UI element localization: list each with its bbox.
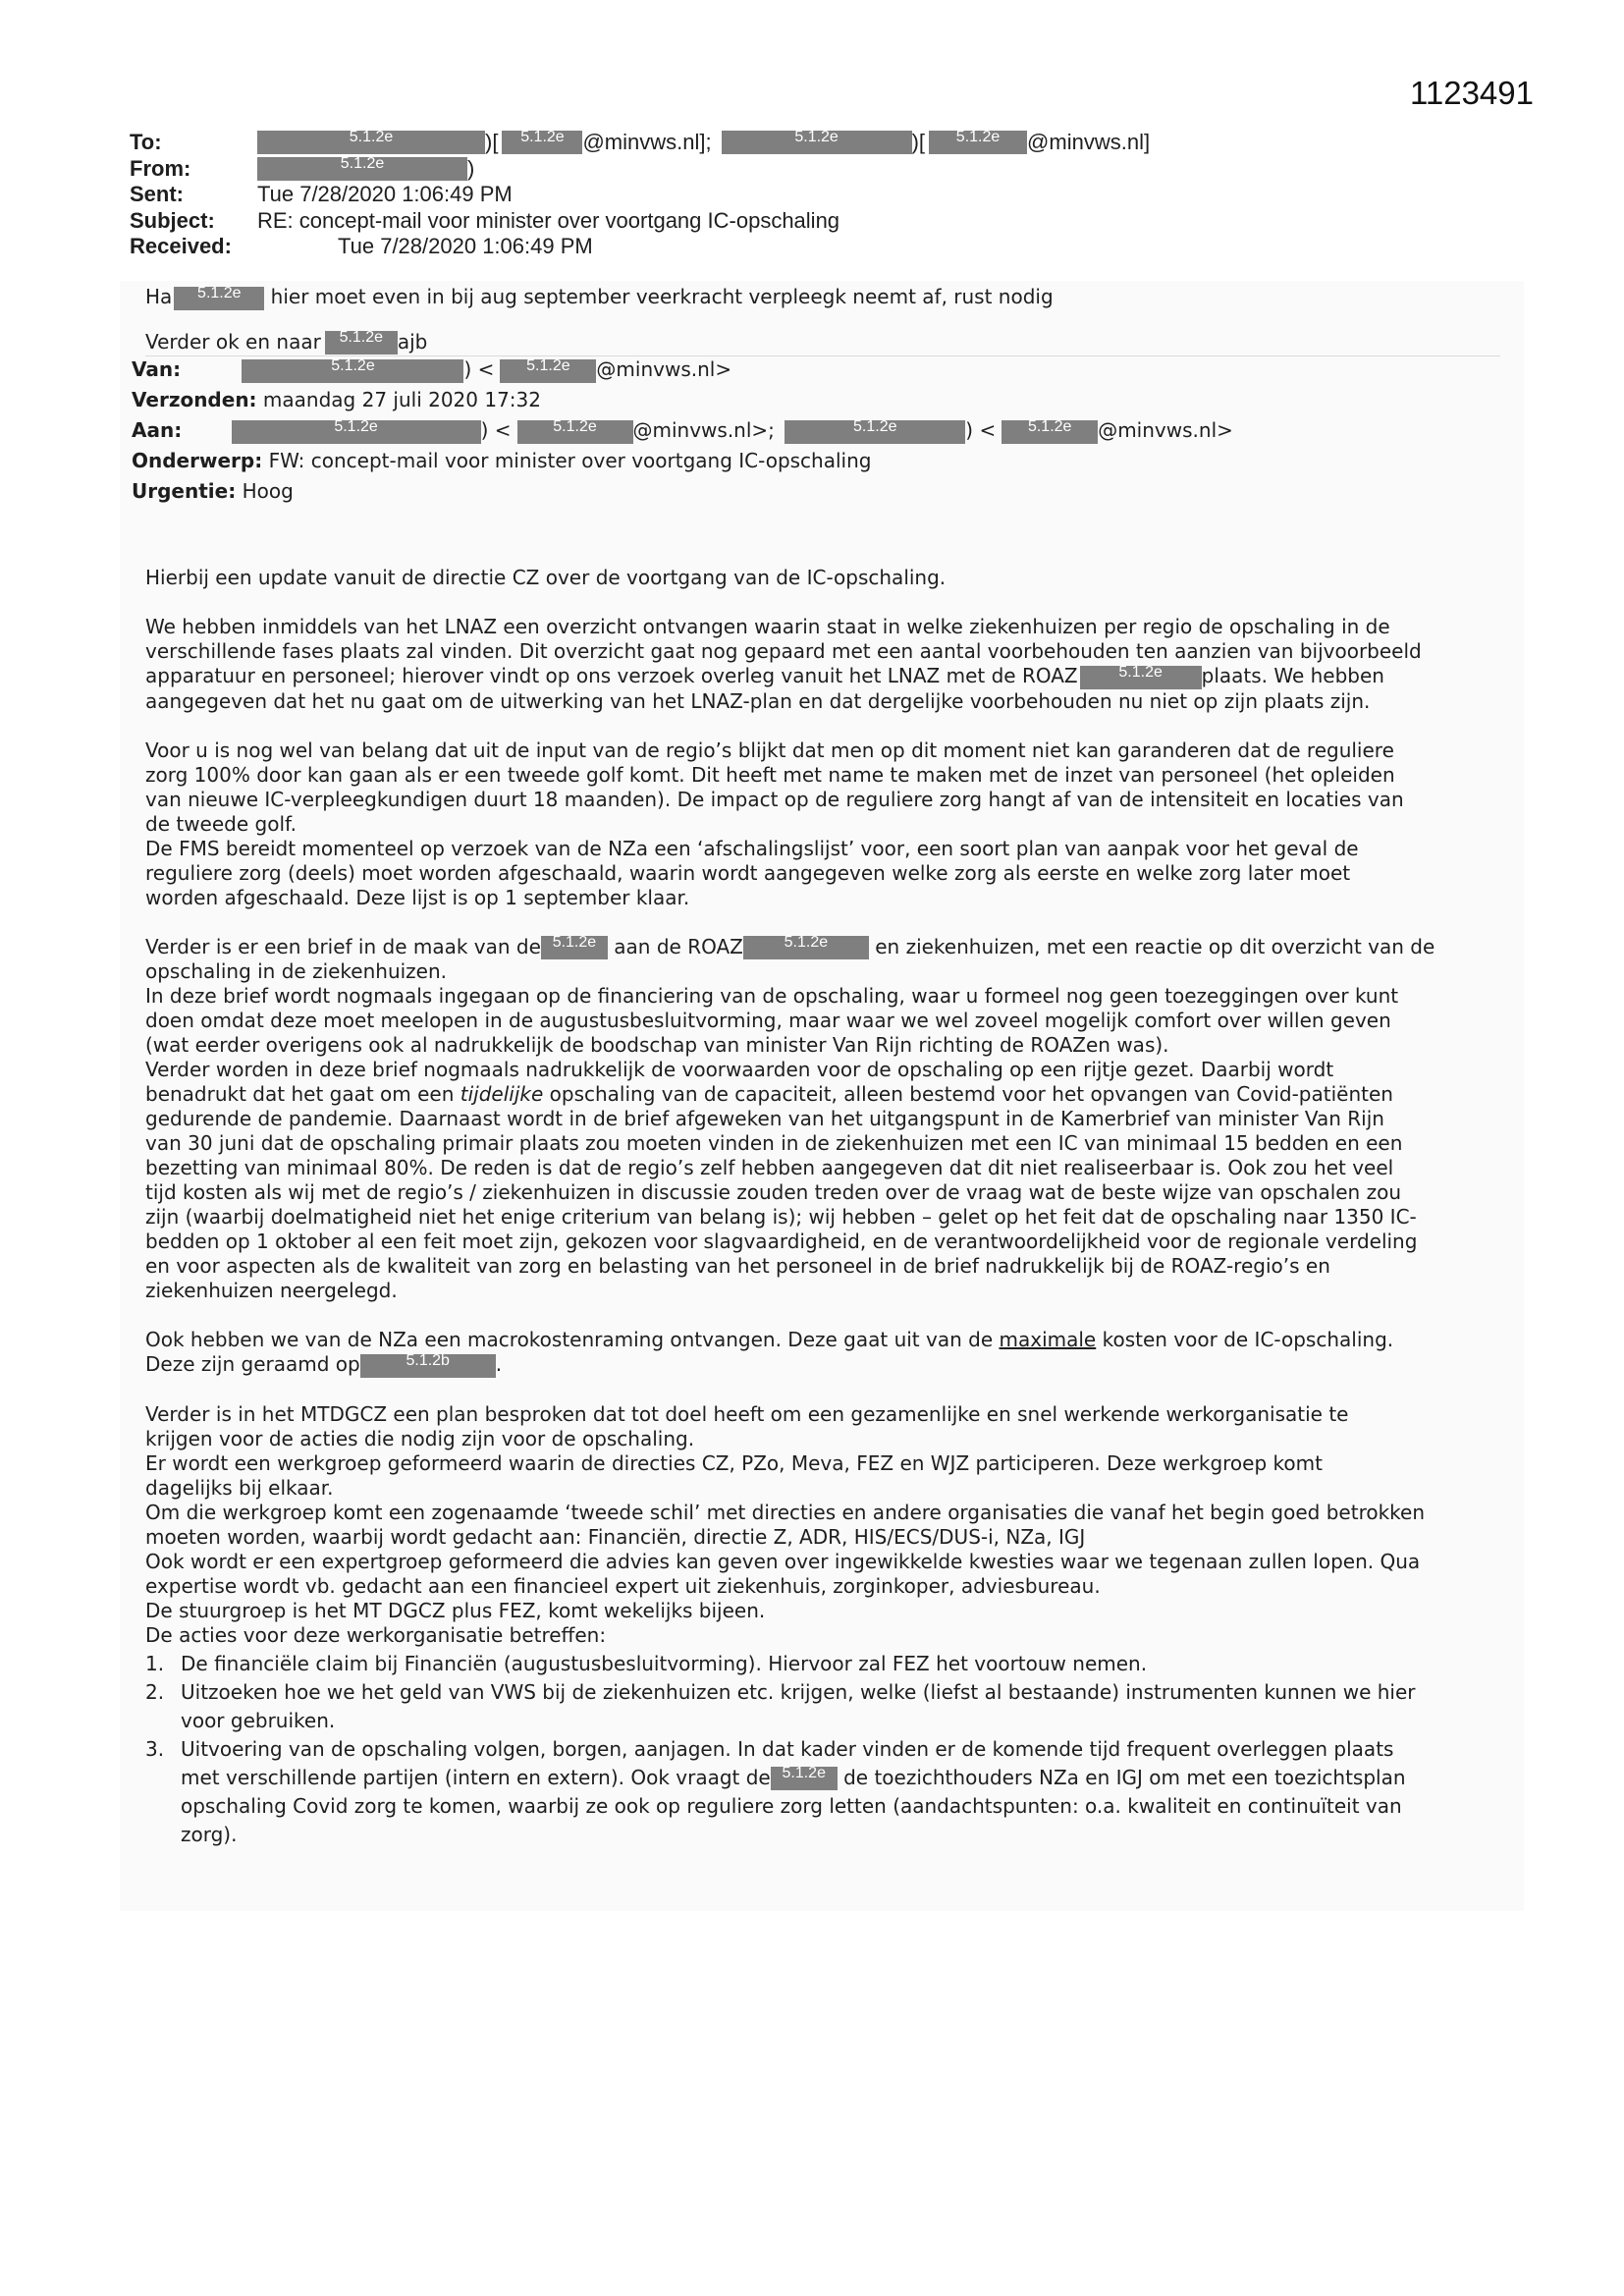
text-line: (wat eerder overigens ook al nadrukkelijk de boodschap van minister Van Rijn richting de ROAZen was).	[145, 1033, 1169, 1057]
van-row	[132, 355, 1500, 385]
redaction-box: 5.1.2e	[541, 936, 608, 959]
email-domain: @minvws.nl]	[1027, 130, 1151, 154]
bracket-text: )	[467, 155, 475, 181]
van-separator: ) <	[463, 357, 495, 381]
redaction-box: 5.1.2e	[232, 420, 481, 444]
list-number: 1.	[145, 1651, 165, 1675]
list-item-text: De financiële claim bij Financiën (augustusbesluitvorming). Hiervoor zal FEZ het voortouw nemen.	[181, 1651, 1148, 1675]
redaction-box: 5.1.2e	[242, 359, 463, 383]
reply-text: ajb	[397, 329, 428, 354]
urgentie-label: Urgentie:	[132, 479, 237, 503]
text-line: apparatuur en personeel; hierover vindt op ons verzoek overleg vanuit het LNAZ met de ROAZ 5.1.2e plaats. We hebben	[145, 663, 1384, 687]
redaction-box: 5.1.2e	[1080, 666, 1202, 689]
from-label: From:	[130, 155, 191, 181]
redaction-box: 5.1.2e	[257, 157, 467, 181]
text-line: Voor u is nog wel van belang dat uit de input van de regio’s blijkt dat men op dit moment niet kan garanderen dat de reguliere	[145, 738, 1394, 762]
paragraph-kosten	[145, 1328, 1500, 1378]
text-line: ziekenhuizen neergelegd.	[145, 1279, 398, 1302]
paragraph-werkorganisatie	[145, 1402, 1500, 1648]
redaction-box: 5.1.2e	[517, 420, 633, 444]
text-line: verschillende fases plaats zal vinden. Dit overzicht gaat nog gepaard met een aantal voorbehouden ten aanzien van bijvoorbeeld	[145, 639, 1422, 663]
text-line: aangegeven dat het nu gaat om de uitwerking van het LNAZ-plan en dat dergelijke voorbehouden nu niet op zijn plaats zijn.	[145, 688, 1371, 713]
text-line: opschaling in de ziekenhuizen.	[145, 959, 448, 983]
redaction-box: 5.1.2e	[502, 131, 582, 154]
list-number: 3.	[145, 1736, 165, 1761]
text-line: en voor aspecten als de kwaliteit van zorg en belasting van het personeel in de brief nadrukkelijk bij de ROAZ-regio’s en	[145, 1254, 1330, 1278]
redaction-box: 5.1.2e	[785, 420, 965, 444]
text-line: expertise wordt vb. gedacht aan een financieel expert uit ziekenhuis, zorginkoper, adviesbureau.	[145, 1573, 1101, 1598]
onderwerp-label: Onderwerp:	[132, 449, 263, 472]
reply-line-1	[145, 285, 1500, 310]
aan-separator: ) <	[965, 418, 997, 442]
actions-list	[145, 1650, 1500, 1849]
email-domain: @minvws.nl];	[582, 130, 712, 154]
text-line: De FMS bereidt momenteel op verzoek van de NZa een ‘afschalingslijst’ voor, een soort plan van aanpak voor het geval de	[145, 836, 1359, 860]
aan-email-domain: @minvws.nl>	[1098, 418, 1233, 442]
van-label: Van:	[132, 357, 182, 381]
redaction-box: 5.1.2e	[325, 331, 398, 355]
bracket-text: )[	[911, 130, 926, 154]
reply-line-2	[145, 330, 1500, 355]
text-line: Hierbij een update vanuit de directie CZ over de voortgang van de IC-opschaling.	[145, 566, 947, 589]
onderwerp-row	[132, 446, 1500, 476]
onderwerp-value: FW: concept-mail voor minister over voortgang IC-opschaling	[268, 449, 872, 472]
subject-row	[130, 208, 1504, 235]
text-line: de tweede golf.	[145, 811, 297, 836]
sent-row	[130, 182, 1504, 208]
text-line: In deze brief wordt nogmaals ingegaan op de financiering van de opschaling, waar u formeel nog geen toezeggingen over kunt	[145, 984, 1399, 1008]
verzonden-value: maandag 27 juli 2020 17:32	[262, 388, 541, 411]
list-number: 2.	[145, 1679, 165, 1704]
list-item-text: Uitzoeken hoe we het geld van VWS bij de ziekenhuizen etc. krijgen, welke (liefst al bestaande) instrumenten kunnen we hier voor gebruiken.	[181, 1679, 1416, 1732]
text-line: Verder is er een brief in de maak van de 5.1.2e aan de ROAZ 5.1.2e en ziekenhuizen, met een reactie op dit overzicht van de	[145, 934, 1435, 958]
text-line: reguliere zorg (deels) moet worden afgeschaald, waarin wordt aangegeven welke zorg als eerste en welke zorg later moet	[145, 860, 1351, 885]
paragraph-lnaz	[145, 615, 1500, 714]
received-label: Received:	[130, 234, 232, 258]
forward-header	[132, 355, 1500, 507]
redaction-box: 5.1.2e	[1001, 420, 1098, 444]
paragraph-intro	[145, 566, 1500, 590]
text-line: Verder is in het MTDGCZ een plan besproken dat tot doel heeft om een gezamenlijke en snel werkende werkorganisatie te	[145, 1401, 1349, 1426]
redaction-box: 5.1.2e	[771, 1767, 838, 1790]
list-item	[145, 1650, 1500, 1678]
reply-text: Verder ok en naar	[145, 329, 321, 354]
text-line: krijgen voor de acties die nodig zijn voor de opschaling.	[145, 1426, 695, 1450]
from-row	[130, 156, 1504, 183]
text-line: zorg 100% door kan gaan als er een tweede golf komt. Dit heeft met name te maken met de inzet van personeel (het opleiden	[145, 762, 1395, 787]
redaction-box: 5.1.2e	[722, 131, 912, 154]
redaction-box: 5.1.2e	[743, 936, 869, 959]
text-line: doen omdat deze moet meelopen in de augustusbesluitvorming, maar waar we wel zoveel mogelijk comfort over willen geven	[145, 1009, 1391, 1032]
aan-email-domain: @minvws.nl>;	[632, 418, 775, 442]
to-row	[130, 130, 1504, 156]
received-row	[130, 234, 1504, 260]
list-item	[145, 1735, 1500, 1849]
aan-separator: ) <	[480, 418, 512, 442]
redaction-box: 5.1.2e	[500, 359, 596, 383]
verzonden-row	[132, 385, 1500, 415]
from-value	[242, 156, 474, 183]
text-line: moeten worden, waarbij wordt gedacht aan: Financiën, directie Z, ADR, HIS/ECS/DUS-i, NZa, IGJ	[145, 1524, 1086, 1549]
text-line: tijd kosten als wij met de regio’s / ziekenhuizen in discussie zouden treden over de vraag wat de beste wijze van opschalen zou	[145, 1180, 1402, 1204]
aan-label: Aan:	[132, 418, 183, 442]
redaction-box: 5.1.2e	[174, 287, 264, 310]
text-line: De stuurgroep is het MT DGCZ plus FEZ, komt wekelijks bijeen.	[145, 1598, 766, 1622]
urgentie-row	[132, 476, 1500, 507]
van-email-domain: @minvws.nl>	[596, 357, 732, 381]
sent-label: Sent:	[130, 182, 184, 206]
text-line: gedurende de pandemie. Daarnaast wordt in de brief afgeweken van het uitgangspunt in de Kamerbrief van minister Van Rijn	[145, 1107, 1384, 1130]
text-line: Er wordt een werkgroep geformeerd waarin de directies CZ, PZo, Meva, FEZ en WJZ participeren. Deze werkgroep komt	[145, 1450, 1323, 1475]
text-line: benadrukt dat het gaat om een tijdelijke opschaling van de capaciteit, alleen bestemd voor het opvangen van Covid-patiënten	[145, 1082, 1393, 1106]
text-line: dagelijks bij elkaar.	[145, 1475, 334, 1500]
text-line: Verder worden in deze brief nogmaals nadrukkelijk de voorwaarden voor de opschaling op een rijtje gezet. Daarbij wordt	[145, 1058, 1334, 1081]
redaction-box: 5.1.2b	[360, 1354, 496, 1378]
text-line: Ook hebben we van de NZa een macrokostenraming ontvangen. Deze gaat uit van de maximale kosten voor de IC-opschaling.	[145, 1328, 1394, 1351]
subject-label: Subject:	[130, 207, 215, 233]
subject-value: RE: concept-mail voor minister over voortgang IC-opschaling	[257, 207, 840, 233]
email-header	[130, 130, 1504, 260]
list-item	[145, 1678, 1500, 1735]
to-label: To:	[130, 130, 162, 154]
text-line: worden afgeschaald. Deze lijst is op 1 september klaar.	[145, 885, 690, 909]
verzonden-label: Verzonden:	[132, 388, 257, 411]
received-value: Tue 7/28/2020 1:06:49 PM	[338, 234, 593, 258]
bracket-text: )[	[485, 130, 499, 154]
text-line: zijn (waarbij doelmatigheid niet het enige criterium van belang is); wij hebben – gelet op het feit dat de opschaling naar 1350 IC-	[145, 1205, 1417, 1229]
reply-greeting: Ha	[145, 285, 173, 308]
text-line: We hebben inmiddels van het LNAZ een overzicht ontvangen waarin staat in welke ziekenhuizen per regio de opschaling in de	[145, 615, 1390, 638]
text-line: bedden op 1 oktober al een feit moet zijn, gekozen voor slagvaardigheid, en de verantwoordelijkheid voor de regionale verdeling	[145, 1230, 1418, 1253]
message-body	[132, 281, 1500, 1849]
text-line: De acties voor deze werkorganisatie betreffen:	[145, 1622, 607, 1647]
text-line: Deze zijn geraamd op 5.1.2b .	[145, 1351, 503, 1376]
list-item-text: Uitvoering van de opschaling volgen, borgen, aanjagen. In dat kader vinden er de komende tijd frequent overleggen plaats met verschillende partijen (intern en extern). Ook vraagt de 5.1.2e de toezichthouders NZa en IGJ om met een toezichtsplan opschaling Covid zorg te komen, waarbij ze ook op reguliere zorg letten (aandachtspunten: o.a. kwaliteit en continuïteit van zorg).	[181, 1736, 1406, 1846]
text-line: bezetting van minimaal 80%. De reden is dat de regio’s zelf hebben aangegeven dat dit niet realiseerbaar is. Ook zou het veel	[145, 1156, 1394, 1179]
urgentie-value: Hoog	[242, 479, 294, 503]
text-line: Ook wordt er een expertgroep geformeerd die advies kan geven over ingewikkelde kwesties waar we tegenaan zullen lopen. Qua	[145, 1549, 1421, 1573]
aan-row	[132, 415, 1500, 446]
redaction-box: 5.1.2e	[257, 131, 485, 154]
redaction-box: 5.1.2e	[929, 131, 1027, 154]
document-number: 1123491	[1409, 75, 1534, 111]
text-line: van nieuwe IC-verpleegkundigen duurt 18 maanden). De impact op de reguliere zorg hangt af van de intensiteit en locaties van	[145, 787, 1404, 811]
text-line: van 30 juni dat de opschaling primair plaats zou moeten vinden in de ziekenhuizen met een IC van minimaal 15 bedden en een	[145, 1131, 1403, 1155]
paragraph-regio	[145, 738, 1500, 910]
sent-value: Tue 7/28/2020 1:06:49 PM	[257, 182, 513, 206]
reply-text: hier moet even in bij aug september veerkracht verpleegk neemt af, rust nodig	[270, 285, 1054, 308]
text-line: Om die werkgroep komt een zogenaamde ‘tweede schil’ met directies en andere organisaties die vanaf het begin goed betrokken	[145, 1500, 1426, 1524]
paragraph-brief	[145, 935, 1500, 1304]
to-value	[242, 130, 1150, 156]
